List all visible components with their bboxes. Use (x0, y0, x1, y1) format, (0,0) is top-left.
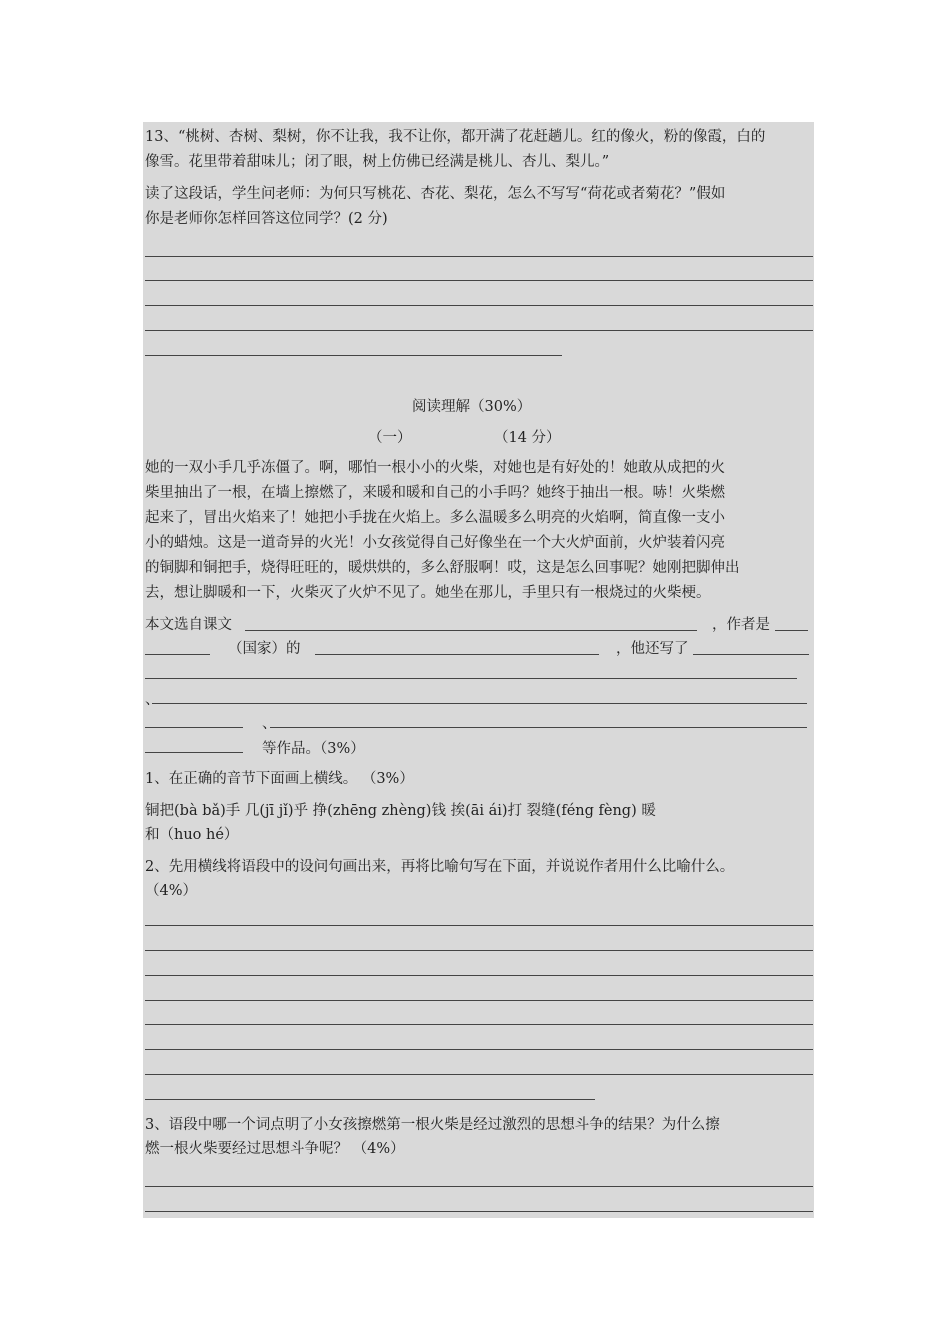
fill-country-label: （国家）的 (228, 641, 301, 657)
q13-question-line2: 你是老师你怎样回答这位同学？(2 分) (145, 211, 388, 227)
answer-line[interactable] (145, 1099, 595, 1100)
answer-line[interactable] (145, 280, 813, 281)
q3-prompt-line2: 燃一根火柴要经过思想斗争呢？ （4%） (145, 1141, 405, 1157)
q13-text-line2: 像雪。花里带着甜味儿；闭了眼，树上仿佛已经满是桃儿、杏儿、梨儿。” (145, 154, 610, 170)
blank-work-2-cont[interactable] (145, 727, 243, 728)
answer-line[interactable] (145, 1211, 813, 1212)
passage-line: 小的蜡烛。这是一道奇异的火光！小女孩觉得自己好像坐在一个大火炉面前，火炉装着闪亮 (145, 535, 725, 551)
blank-country[interactable] (315, 654, 599, 655)
answer-line[interactable] (145, 1186, 813, 1187)
section-part-label: （一） (368, 430, 412, 446)
answer-line[interactable] (145, 305, 813, 306)
answer-line[interactable] (145, 925, 813, 926)
passage-line: 柴里抽出了一根，在墙上擦燃了，来暖和暖和自己的小手吗？她终于抽出一根。哧！火柴燃 (145, 485, 725, 501)
section-title: 阅读理解（30%） (412, 399, 532, 415)
blank-work-2[interactable] (152, 703, 807, 704)
blank-work-3[interactable] (270, 727, 807, 728)
blank-works-cont[interactable] (145, 678, 797, 679)
q1-options-line1[interactable]: 铜把(bà bǎ)手 几(jī jǐ)乎 挣(zhēng zhèng)钱 挨(āi ái)打 裂缝(féng fèng) 暖 (145, 803, 656, 819)
section-points: （14 分） (494, 430, 561, 446)
fill-works-end: 等作品。（3%） (262, 741, 365, 757)
blank-works[interactable] (693, 654, 809, 655)
q13-question-line1: 读了这段话，学生问老师：为何只写桃花、杏花、梨花，怎么不写写“荷花或者菊花？”假如 (145, 186, 726, 202)
answer-line[interactable] (145, 975, 813, 976)
fill-source-label: 本文选自课文 (145, 617, 232, 633)
passage-line: 去，想让脚暖和一下，火柴灭了火炉不见了。她坐在那儿，手里只有一根烧过的火柴梗。 (145, 585, 711, 601)
passage-line: 起来了，冒出火焰来了！她把小手拢在火焰上。多么温暖多么明亮的火焰啊，简直像一支小 (145, 510, 725, 526)
answer-line[interactable] (145, 355, 562, 356)
q2-prompt-line2: （4%） (145, 883, 198, 899)
fill-separator: 、 (145, 692, 160, 708)
answer-line[interactable] (145, 950, 813, 951)
answer-line[interactable] (145, 1024, 813, 1025)
q13-text-line1: 13、“桃树、杏树、梨树，你不让我，我不让你，都开满了花赶趟儿。红的像火，粉的像霞，白的 (145, 129, 766, 145)
answer-line[interactable] (145, 330, 813, 331)
q1-options-line2[interactable]: 和（huo hé） (145, 827, 239, 843)
blank-source[interactable] (245, 630, 697, 631)
fill-author-label: ，作者是 (712, 617, 770, 633)
blank-author[interactable] (775, 630, 808, 631)
blank-work-3-cont[interactable] (145, 752, 243, 753)
q1-prompt: 1、在正确的音节下面画上横线。 （3%） (145, 771, 414, 787)
fill-separator: 、 (262, 716, 277, 732)
passage-line: 的铜脚和铜把手，烧得旺旺的，暖烘烘的，多么舒服啊！哎，这是怎么回事呢？她刚把脚伸出 (145, 560, 740, 576)
answer-line[interactable] (145, 1074, 813, 1075)
document-page (143, 122, 814, 1218)
q2-prompt-line1: 2、先用横线将语段中的设问句画出来，再将比喻句写在下面，并说说作者用什么比喻什么。 (145, 859, 735, 875)
fill-also-label: ，他还写了 (616, 641, 689, 657)
answer-line[interactable] (145, 1000, 813, 1001)
q3-prompt-line1: 3、语段中哪一个词点明了小女孩擦燃第一根火柴是经过激烈的思想斗争的结果？为什么擦 (145, 1117, 720, 1133)
passage-line: 她的一双小手几乎冻僵了。啊，哪怕一根小小的火柴，对她也是有好处的！她敢从成把的火 (145, 460, 725, 476)
answer-line[interactable] (145, 1049, 813, 1050)
blank-author-cont[interactable] (145, 654, 210, 655)
answer-line[interactable] (145, 256, 813, 257)
